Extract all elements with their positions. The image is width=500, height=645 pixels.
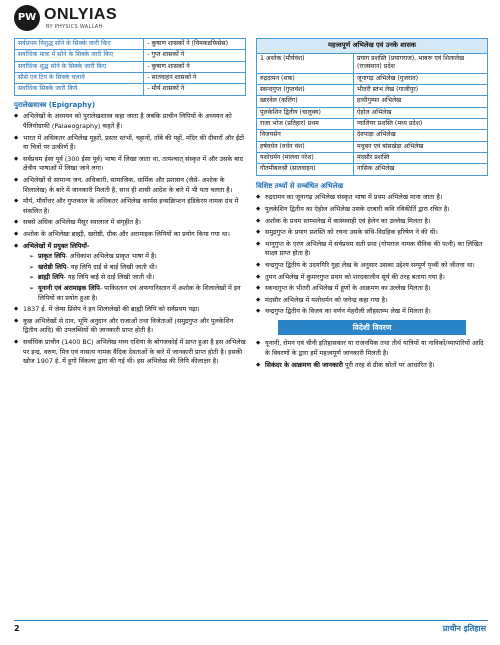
table-row bbox=[257, 119, 488, 130]
ruler-cell: स्कन्दगुप्त (गुप्तवंश) bbox=[257, 84, 354, 95]
table-row bbox=[257, 164, 488, 175]
inscription-cell: भीतरी स्तंभ लेख (गाजीपुर) bbox=[354, 84, 488, 95]
script-name: खरोष्ठी लिपि bbox=[38, 262, 67, 271]
list-item: ◆ स्कन्दगुप्त के भीतरी अभिलेख में हूणों के आक्रमण का उल्लेख मिलता है। bbox=[256, 284, 488, 294]
table-title: महत्त्वपूर्ण अभिलेख एवं उनके शासक bbox=[257, 39, 488, 54]
footer-title: प्राचीन इतिहास bbox=[442, 624, 486, 633]
list-item-bold: सिकंदर के आक्रमण की जानकारी bbox=[265, 360, 343, 369]
table-row bbox=[15, 73, 246, 84]
table-cell: - कुषाण शासकों ने (विमकडफिसेस) bbox=[144, 39, 246, 50]
list-item: ◆ तुमन अभिलेख में कुमारगुप्त प्रथम को शरदकालीन सूर्य की तरह बताया गया है। bbox=[256, 273, 488, 283]
list-item bbox=[256, 361, 488, 371]
section-band-foreign-accounts: विदेशी विवरण bbox=[278, 320, 466, 335]
ruler-cell: पुलकेशिन द्वितीय (चालुक्य) bbox=[257, 107, 354, 118]
list-item-text: यूनानी, रोमन एवं चीनी इतिहासकार या राजनयिक तथा तीर्थ यात्रियों या नाविकों/व्यापारियों आदि के विवरणों के द्वारा हमें महत्त्वपूर्ण जानकारी मिलती है। bbox=[265, 339, 484, 357]
script-name: ब्राह्मी लिपि bbox=[38, 273, 64, 282]
list-item: ◆ कुछ अभिलेखों से दान, भूमि अनुदान और राजाओं तथा विजेताओं (समुद्रगुप्त और पुलकेशिन द्वितीय आदि) की उपलब्धियों की जानकारी प्राप्त होती है। bbox=[14, 317, 246, 336]
list-item: ◆ सर्वप्रथम ईसा पूर्व (300 ईसा पूर्व) भाषा में लिखा जाता था, तत्पश्चात् संस्कृत में और उसके बाद क्षेत्रीय भाषाओं में लिखा जाने लगा। bbox=[14, 155, 246, 174]
inscription-cell: ऐहोल अभिलेख bbox=[354, 107, 488, 118]
inscription-cell: जूनागढ़ अभिलेख (गुजरात) bbox=[354, 73, 488, 84]
right-column bbox=[256, 38, 488, 372]
scripts-heading: अभिलेखों में प्रयुक्त लिपियाँ- bbox=[23, 241, 90, 250]
ruler-cell: यशोधर्मन (मालवा नरेश) bbox=[257, 153, 354, 164]
script-text: - पाकिस्तान एवं अफगानिस्तान में अशोक के शिलालेखों में इन लिपियों का प्रयोग हुआ है। bbox=[38, 284, 241, 302]
inscription-cell: देवपाड़ा अभिलेख bbox=[354, 130, 488, 141]
table-row bbox=[15, 61, 246, 72]
list-item: ◆ अशोक के प्रथम स्तम्भलेख में कास्यवाही एवं हेलेन का उल्लेख मिलता है। bbox=[256, 217, 488, 227]
list-item: ◆ रुद्रदामन का जूनागढ़ अभिलेख संस्कृत भाषा में प्रथम अभिलेख माना जाता है। bbox=[256, 193, 488, 203]
list-item bbox=[29, 284, 246, 303]
table-cell: - मौर्य शासकों ने bbox=[144, 84, 246, 95]
table-row bbox=[257, 84, 488, 95]
list-item bbox=[14, 242, 246, 304]
ruler-cell: विजयसेन bbox=[257, 130, 354, 141]
table-cell: सर्वाधिक शुद्ध सोने के सिक्के जारी किए bbox=[15, 61, 144, 72]
foreign-list bbox=[256, 339, 488, 370]
table-row bbox=[257, 153, 488, 164]
ruler-cell: 1 अशोक (मौर्यवंश) bbox=[257, 53, 354, 73]
inscription-cell: प्रयाग प्रशस्ति (प्रयागराज), भाबरू एवं शिलालेख (राजस्थान) प्रदेश bbox=[354, 53, 488, 73]
ruler-cell: हर्षवर्धन (वर्धन वंश) bbox=[257, 141, 354, 152]
table-cell: सर्वाधिक मात्रा में सोने के सिक्के जारी किए bbox=[15, 50, 144, 61]
facts-list bbox=[256, 193, 488, 317]
list-item: ◆ चन्द्रगुप्त द्वितीय के उदयगिरि गुहा लेख के अनुसार उसका उद्देश्य सम्पूर्ण पृथ्वी को जीतना था। bbox=[256, 261, 488, 271]
list-item: ◆ भारत में अधिकतर अभिलेख मुहरों, प्रस्तर स्तंभों, चट्टानों, ताँबे की पट्टों, मंदिर की दीवारों और ईंटों या चित्रों पर उत्कीर्ण हैं। bbox=[14, 134, 246, 153]
left-column bbox=[14, 38, 246, 369]
list-item bbox=[256, 339, 488, 358]
list-item: ◆ अभिलेखों से सामान्य जन, अधिकारी, सामाजिक, धार्मिक और प्रशासन (जैसे- अशोक के शिलालेख) के बारे में जानकारी मिलती है, साथ ही शासी आदेश के बारे में भी पता चलता है। bbox=[14, 176, 246, 195]
epigraphy-list bbox=[14, 112, 246, 367]
list-item: ◆ अशोक के अभिलेखः ब्राह्मी, खरोष्ठी, ग्रीक और अरामाइक लिपियों का प्रयोग किया गया था। bbox=[14, 230, 246, 240]
inscription-cell: मधुबन एवं बांसखेड़ा अभिलेख bbox=[354, 141, 488, 152]
script-name: यूनानी एवं अरामाइक लिपि bbox=[38, 284, 100, 293]
list-item-text: पूरी तरह से ग्रीक स्रोतों पर आधारित है। bbox=[342, 360, 435, 369]
ruler-cell: खारवेल (कलिंग) bbox=[257, 96, 354, 107]
list-item: ◆ अभिलेखों के अध्ययन को पुरालेखशास्त्र कहा जाता है जबकि प्राचीन लिपियों के अध्ययन को पैलियोग्राफी (Palaeography) कहते हैं। bbox=[14, 112, 246, 131]
table-cell: सर्वप्रथम विशुद्ध सोने के सिक्के जारी किए bbox=[15, 39, 144, 50]
ruler-cell: राजा भोज (प्रतिहार) प्रथम bbox=[257, 119, 354, 130]
inscription-cell: हाथीगुम्फा अभिलेख bbox=[354, 96, 488, 107]
list-item: ◆ चन्द्रगुप्त द्वितीय के विजय का वर्णन मेहरौली लौहस्तम्भ लेख में मिलता है। bbox=[256, 307, 488, 317]
script-text: - यह लिपि दाईं से बाईं लिखी जाती थी। bbox=[66, 262, 158, 271]
script-name: प्राकृत लिपि bbox=[38, 252, 66, 261]
logo bbox=[14, 5, 124, 35]
logo-title: ONLYIAS bbox=[44, 6, 118, 23]
table-row bbox=[15, 39, 246, 50]
list-item: ◆ पुलकेशिन द्वितीय का ऐहोल अभिलेख उसके दरबारी कवि रविकीर्ति द्वारा रचित है। bbox=[256, 205, 488, 215]
table-row bbox=[257, 96, 488, 107]
list-item bbox=[29, 252, 246, 262]
list-item: ◆ समुद्रगुप्त के प्रयाग प्रशस्ति को रचना उसके संधि-विग्रहिक हरिषेण ने की थी। bbox=[256, 228, 488, 238]
list-item bbox=[29, 263, 246, 273]
coin-facts-table bbox=[14, 38, 246, 96]
inscription-cell: नासिक अभिलेख bbox=[354, 164, 488, 175]
list-item: ◆ भानुगुप्त के एरण अभिलेख में सर्वप्रथम सती प्रथा (गोपराज नामक सैनिक की पत्नी) का लिखित साक्ष्य प्राप्त होता है। bbox=[256, 240, 488, 259]
list-item: ◆ सबसे अधिक अभिलेख मैसूर स्थालाल में संगृहीत है। bbox=[14, 218, 246, 228]
inscription-cell: मंदसौर प्रशस्ति bbox=[354, 153, 488, 164]
table-row bbox=[257, 53, 488, 73]
table-cell: - कुषाण शासकों ने bbox=[144, 61, 246, 72]
list-item bbox=[29, 273, 246, 283]
section-title-facts: विशिष्ट तथ्यों से सम्बंधित अभिलेख bbox=[256, 181, 344, 190]
table-cell: सीसे एवं टिन के सिक्के चलाये bbox=[15, 73, 144, 84]
table-header-row bbox=[257, 39, 488, 54]
scripts-list bbox=[23, 252, 246, 303]
table-cell: सर्वाधिक सिक्के जारी किये bbox=[15, 84, 144, 95]
inscriptions-table bbox=[256, 38, 488, 176]
table-cell: - सातवाहन शासकों ने bbox=[144, 73, 246, 84]
logo-subtitle: BY PHYSICS WALLAH bbox=[46, 24, 103, 30]
logo-mark: PW bbox=[14, 5, 40, 31]
table-row bbox=[257, 107, 488, 118]
ruler-cell: गौतमीबलश्री (सातवाहन) bbox=[257, 164, 354, 175]
table-row bbox=[15, 84, 246, 95]
table-row bbox=[257, 130, 488, 141]
ruler-cell: रुद्रदामन (शक) bbox=[257, 73, 354, 84]
table-row bbox=[15, 50, 246, 61]
inscription-cell: ग्वालियर प्रशस्ति (मध्य प्रदेश) bbox=[354, 119, 488, 130]
page-number: 2 bbox=[14, 624, 20, 633]
script-text: - यह लिपि बाईं से दाईं लिखी जाती थी। bbox=[63, 273, 155, 282]
section-title-epigraphy: पुरालेखशास्त्र (Epigraphy) bbox=[14, 100, 96, 109]
list-item: ◆ सर्वाधिक प्राचीन (1400 BC) अभिलेख मध्य एशिया के बोगजकोई में प्राप्त हुआ है इस अभिलेख पर इन्द्र, वरुण, मित्र एवं नासत्य नामक वैदिक देवताओं के बारे में जानकारी प्राप्त होती है। इसकी खोज 1907 ई. में हूगो विंकलर द्वारा की गई थी। इस अभिलेख की लिपि कीलाक्षर है। bbox=[14, 338, 246, 367]
list-item: ◆ मौर्य, मौर्योत्तर और गुप्तकाल के अधिकतर अभिलेख कार्पस इन्सक्रिप्शन इंडिकेरम नामक ग्रंथ में संकलित है। bbox=[14, 197, 246, 216]
table-cell: - गुप्त शासकों ने bbox=[144, 50, 246, 61]
list-item: ◆ 1837 ई. में जेम्स प्रिंसेप ने इन शिलालेखों की ब्राह्मी लिपि को सर्वप्रथम पढ़ा। bbox=[14, 305, 246, 315]
table-row bbox=[257, 141, 488, 152]
list-item: ◆ मंदसौर अभिलेख में यशोधर्मन को जनेन्द्र कहा गया है। bbox=[256, 296, 488, 306]
table-row bbox=[257, 73, 488, 84]
footer-divider bbox=[14, 620, 488, 621]
script-text: - अधिकांश अभिलेख प्राकृत भाषा में है। bbox=[65, 252, 157, 261]
